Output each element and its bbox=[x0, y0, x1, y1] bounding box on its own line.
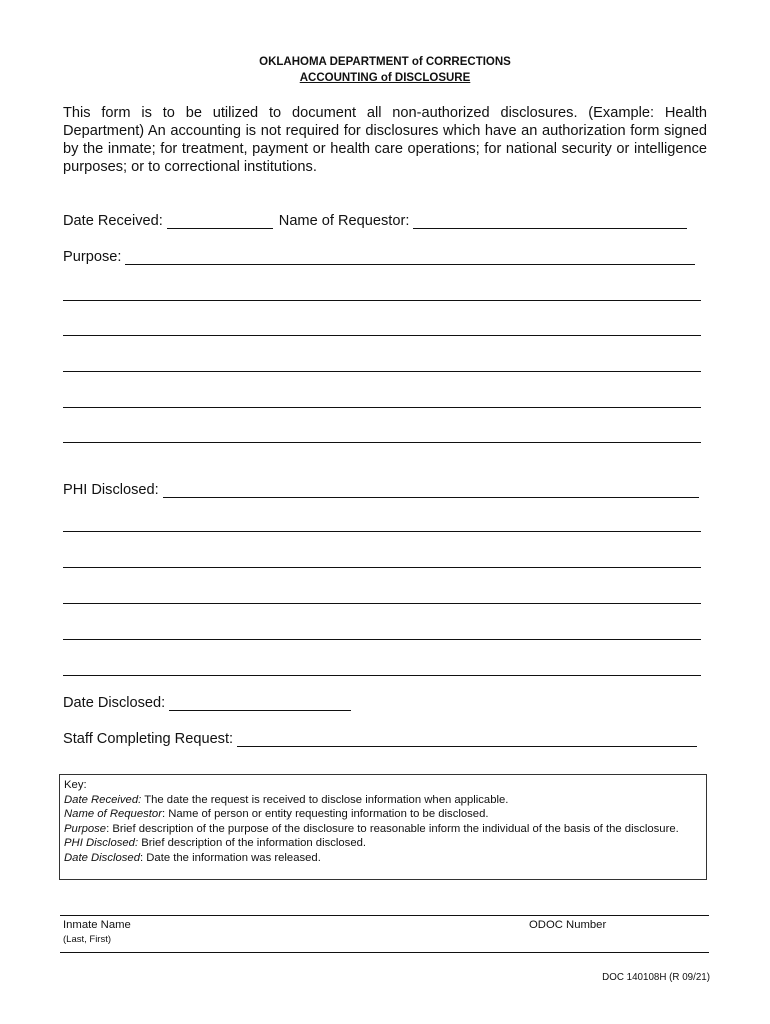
purpose-line-5[interactable] bbox=[63, 442, 701, 443]
doc-number: DOC 140108H (R 09/21) bbox=[602, 972, 710, 983]
odoc-number-label: ODOC Number bbox=[529, 919, 607, 931]
purpose-line-4[interactable] bbox=[63, 407, 701, 408]
phi-disclosed-row bbox=[63, 482, 699, 498]
key-item-phi-disclosed: PHI Disclosed: Brief description of the information disclosed. bbox=[64, 837, 367, 850]
date-disclosed-field[interactable] bbox=[169, 696, 351, 711]
phi-disclosed-field[interactable] bbox=[163, 483, 699, 498]
date-received-field[interactable] bbox=[167, 214, 273, 229]
key-item-date-received: Date Received: The date the request is received to disclose information when applicable. bbox=[64, 793, 509, 806]
phi-line-4[interactable] bbox=[63, 639, 701, 640]
agency-title: OKLAHOMA DEPARTMENT of CORRECTIONS bbox=[259, 56, 511, 68]
phi-line-5[interactable] bbox=[63, 675, 701, 676]
date-disclosed-label: Date Disclosed: bbox=[63, 695, 166, 711]
key-box bbox=[59, 774, 707, 880]
purpose-label: Purpose: bbox=[63, 249, 122, 265]
date-received-row bbox=[63, 213, 687, 229]
key-item-name-of-requestor: Name of Requestor: Name of person or entity requesting information to be disclosed. bbox=[64, 808, 489, 821]
phi-line-1[interactable] bbox=[63, 531, 701, 532]
date-received-label: Date Received: bbox=[63, 213, 163, 229]
last-first-label: (Last, First) bbox=[63, 934, 112, 945]
purpose-line-3[interactable] bbox=[63, 371, 701, 372]
intro-paragraph: This form is to be utilized to document all non-authorized disclosures. (Example: Health Department) An accounting is not required for disclosures which have an authorization form signed by the inmate; for treatment, payment or health care operations; for national security or intelligence purposes; or to correctional institutions. bbox=[63, 105, 707, 175]
form-title: ACCOUNTING of DISCLOSURE bbox=[299, 72, 471, 84]
phi-line-2[interactable] bbox=[63, 567, 701, 568]
staff-completing-field[interactable] bbox=[237, 732, 697, 747]
date-disclosed-row bbox=[63, 695, 351, 711]
staff-completing-row bbox=[63, 731, 697, 747]
bottom-rule bbox=[60, 952, 709, 953]
purpose-line-2[interactable] bbox=[63, 335, 701, 336]
inmate-signature-line[interactable] bbox=[60, 915, 709, 916]
purpose-row bbox=[63, 249, 695, 265]
phi-disclosed-label: PHI Disclosed: bbox=[63, 482, 159, 498]
phi-line-3[interactable] bbox=[63, 603, 701, 604]
purpose-line-1[interactable] bbox=[63, 300, 701, 301]
key-title: Key: bbox=[64, 779, 87, 791]
key-item-date-disclosed: Date Disclosed: Date the information was released. bbox=[64, 851, 321, 864]
staff-completing-label: Staff Completing Request: bbox=[63, 731, 234, 747]
purpose-field[interactable] bbox=[125, 250, 695, 265]
key-item-purpose: Purpose: Brief description of the purpose of the disclosure to reasonable inform the individual of the basis of the disclosure. bbox=[64, 822, 679, 835]
name-of-requestor-label: Name of Requestor: bbox=[278, 213, 410, 229]
name-of-requestor-field[interactable] bbox=[413, 214, 687, 229]
inmate-name-label: Inmate Name bbox=[63, 919, 131, 931]
